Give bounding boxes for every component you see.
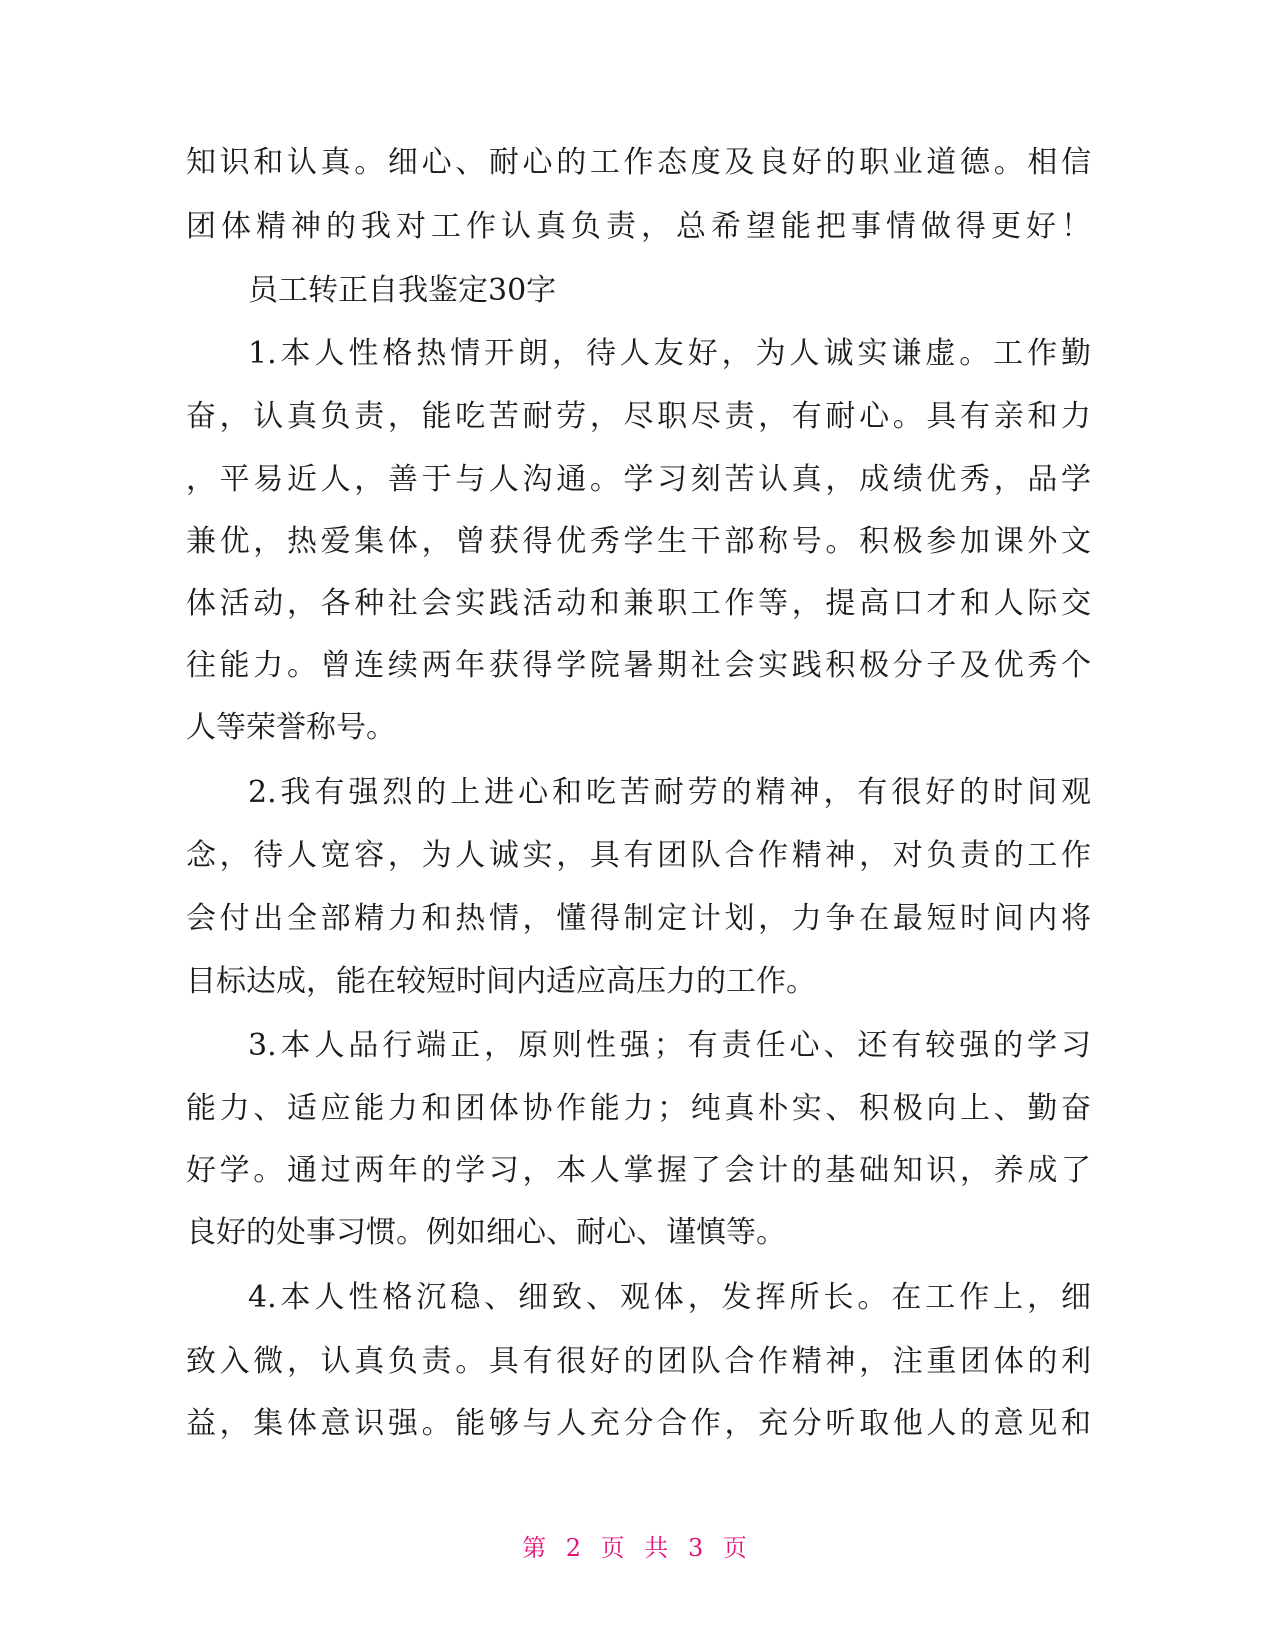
text-line: 体活动，各种社会实践活动和兼职工作等，提高口才和人际交 bbox=[186, 586, 1091, 621]
text-line: 致入微，认真负责。具有很好的团队合作精神，注重团体的利 bbox=[186, 1344, 1091, 1379]
text-line: 良好的处事习惯。例如细心、耐心、谨慎等。 bbox=[186, 1215, 786, 1250]
text-line: 往能力。曾连续两年获得学院暑期社会实践积极分子及优秀个 bbox=[186, 648, 1091, 683]
text-line: 奋，认真负责，能吃苦耐劳，尽职尽责，有耐心。具有亲和力 bbox=[186, 399, 1091, 434]
text-line: 知识和认真。细心、耐心的工作态度及良好的职业道德。相信 bbox=[186, 145, 1091, 180]
text-line: 会付出全部精力和热情，懂得制定计划，力争在最短时间内将 bbox=[186, 901, 1091, 936]
text-line: 人等荣誉称号。 bbox=[186, 710, 396, 745]
text-line: 团体精神的我对工作认真负责，总希望能把事情做得更好！ bbox=[186, 209, 1091, 244]
text-line: 1.本人性格热情开朗，待人友好，为人诚实谦虚。工作勤 bbox=[248, 336, 1091, 371]
section-heading: 员工转正自我鉴定30字 bbox=[248, 273, 557, 308]
text-line: 4.本人性格沉稳、细致、观体，发挥所长。在工作上，细 bbox=[248, 1280, 1091, 1315]
text-line: 2.我有强烈的上进心和吃苦耐劳的精神，有很好的时间观 bbox=[248, 775, 1091, 810]
text-line: 目标达成，能在较短时间内适应高压力的工作。 bbox=[186, 964, 816, 999]
text-line: 好学。通过两年的学习，本人掌握了会计的基础知识，养成了 bbox=[186, 1153, 1091, 1188]
text-line: 兼优，热爱集体，曾获得优秀学生干部称号。积极参加课外文 bbox=[186, 524, 1091, 559]
text-line: 能力、适应能力和团体协作能力；纯真朴实、积极向上、勤奋 bbox=[186, 1091, 1091, 1126]
page-footer: 第 2 页 共 3 页 bbox=[522, 1534, 753, 1562]
text-line: 益，集体意识强。能够与人充分合作，充分听取他人的意见和 bbox=[186, 1406, 1091, 1441]
text-line: ，平易近人，善于与人沟通。学习刻苦认真，成绩优秀，品学 bbox=[186, 462, 1091, 497]
text-line: 念，待人宽容，为人诚实，具有团队合作精神，对负责的工作 bbox=[186, 838, 1091, 873]
text-line: 3.本人品行端正，原则性强；有责任心、还有较强的学习 bbox=[248, 1028, 1091, 1063]
